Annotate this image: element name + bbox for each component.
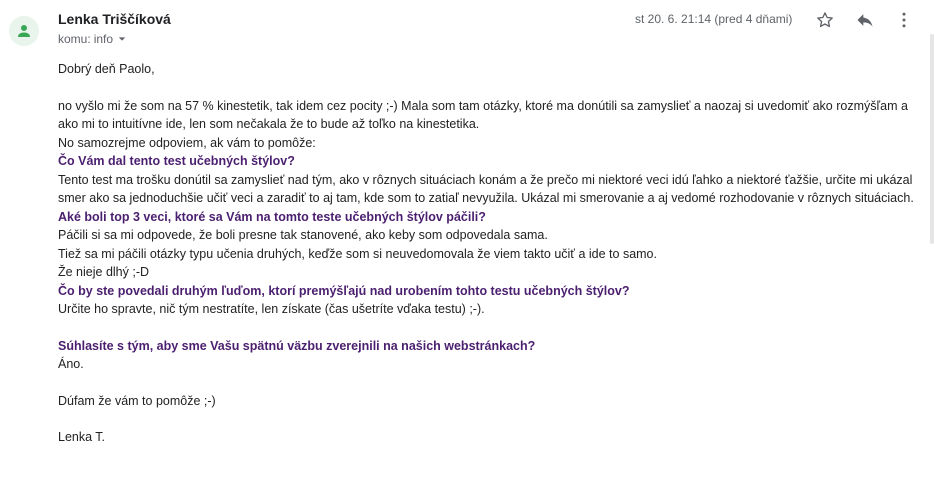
message-body	[58, 60, 918, 447]
more-vert-icon[interactable]	[894, 10, 914, 30]
answer-1: Tento test ma trošku donútil sa zamyslieť nad tým, ako v rôznych situáciach konám a že prečo mi niektoré veci idú ľahko a niektoré ťažšie, určite mi ukázal smer ako sa jednoduchšie učiť veci a zaradiť to aj tam, kde som to zatiaľ nevyužila. Ukázal mi smerovanie a aj vedomé rozhodovanie v rôznych situáciach.	[58, 172, 914, 205]
paragraph-answer-lead: No samozrejme odpoviem, ak vám to pomôže:	[58, 135, 316, 150]
avatar[interactable]	[9, 16, 39, 46]
paragraph-intro: no vyšlo mi že som na 57 % kinestetik, tak idem cez pocity ;-) Mala som tam otázky, ktoré ma donútili sa zamyslieť a naozaj si uvedomiť ako rozmýšľam a ako mi to intuitívne ide, len som nečakala že to bude až toľko na kinestetika.	[58, 98, 908, 131]
scrollbar[interactable]	[930, 34, 934, 244]
to-label: komu:	[58, 32, 91, 46]
answer-2-line-3: Že nieje dlhý ;-D	[58, 265, 150, 279]
question-1: Čo Vám dal tento test učebných štýlov?	[58, 154, 295, 168]
question-2: Aké boli top 3 veci, ktoré sa Vám na tomto teste učebných štýlov páčili?	[58, 209, 486, 224]
message-date: st 20. 6. 21:14 (pred 4 dňami)	[635, 12, 793, 26]
answer-2-line-1: Páčili si sa mi odpovede, že boli presne tak stanovené, ako keby som odpovedala sama.	[58, 228, 548, 242]
greeting: Dobrý deň Paolo,	[58, 62, 155, 76]
answer-4: Áno.	[58, 357, 84, 371]
to-value: info	[93, 32, 114, 46]
person-icon	[15, 22, 33, 40]
answer-2-line-2: Tiež sa mi páčili otázky typu učenia druhých, keďže som si neuvedomovala že viem takto učiť a ide to samo.	[58, 246, 657, 261]
recipient-line[interactable]	[58, 32, 126, 46]
sender-name: Lenka Triščíková	[58, 11, 171, 27]
closing: Dúfam že vám to pomôže ;-)	[58, 393, 216, 408]
question-3: Čo by ste povedali druhým ľuďom, ktorí premýšľajú nad urobením tohto testu učebných štýlov?	[58, 283, 630, 298]
star-icon[interactable]	[815, 10, 835, 30]
question-4: Súhlasíte s tým, aby sme Vašu spätnú väzbu zverejnili na našich webstránkach?	[58, 338, 536, 353]
answer-3: Určite ho spravte, nič tým nestratíte, len získate (čas ušetríte vďaka testu) ;-).	[58, 302, 485, 316]
reply-icon[interactable]	[855, 10, 875, 30]
signature: Lenka T.	[58, 430, 106, 444]
chevron-down-icon[interactable]	[118, 35, 126, 43]
